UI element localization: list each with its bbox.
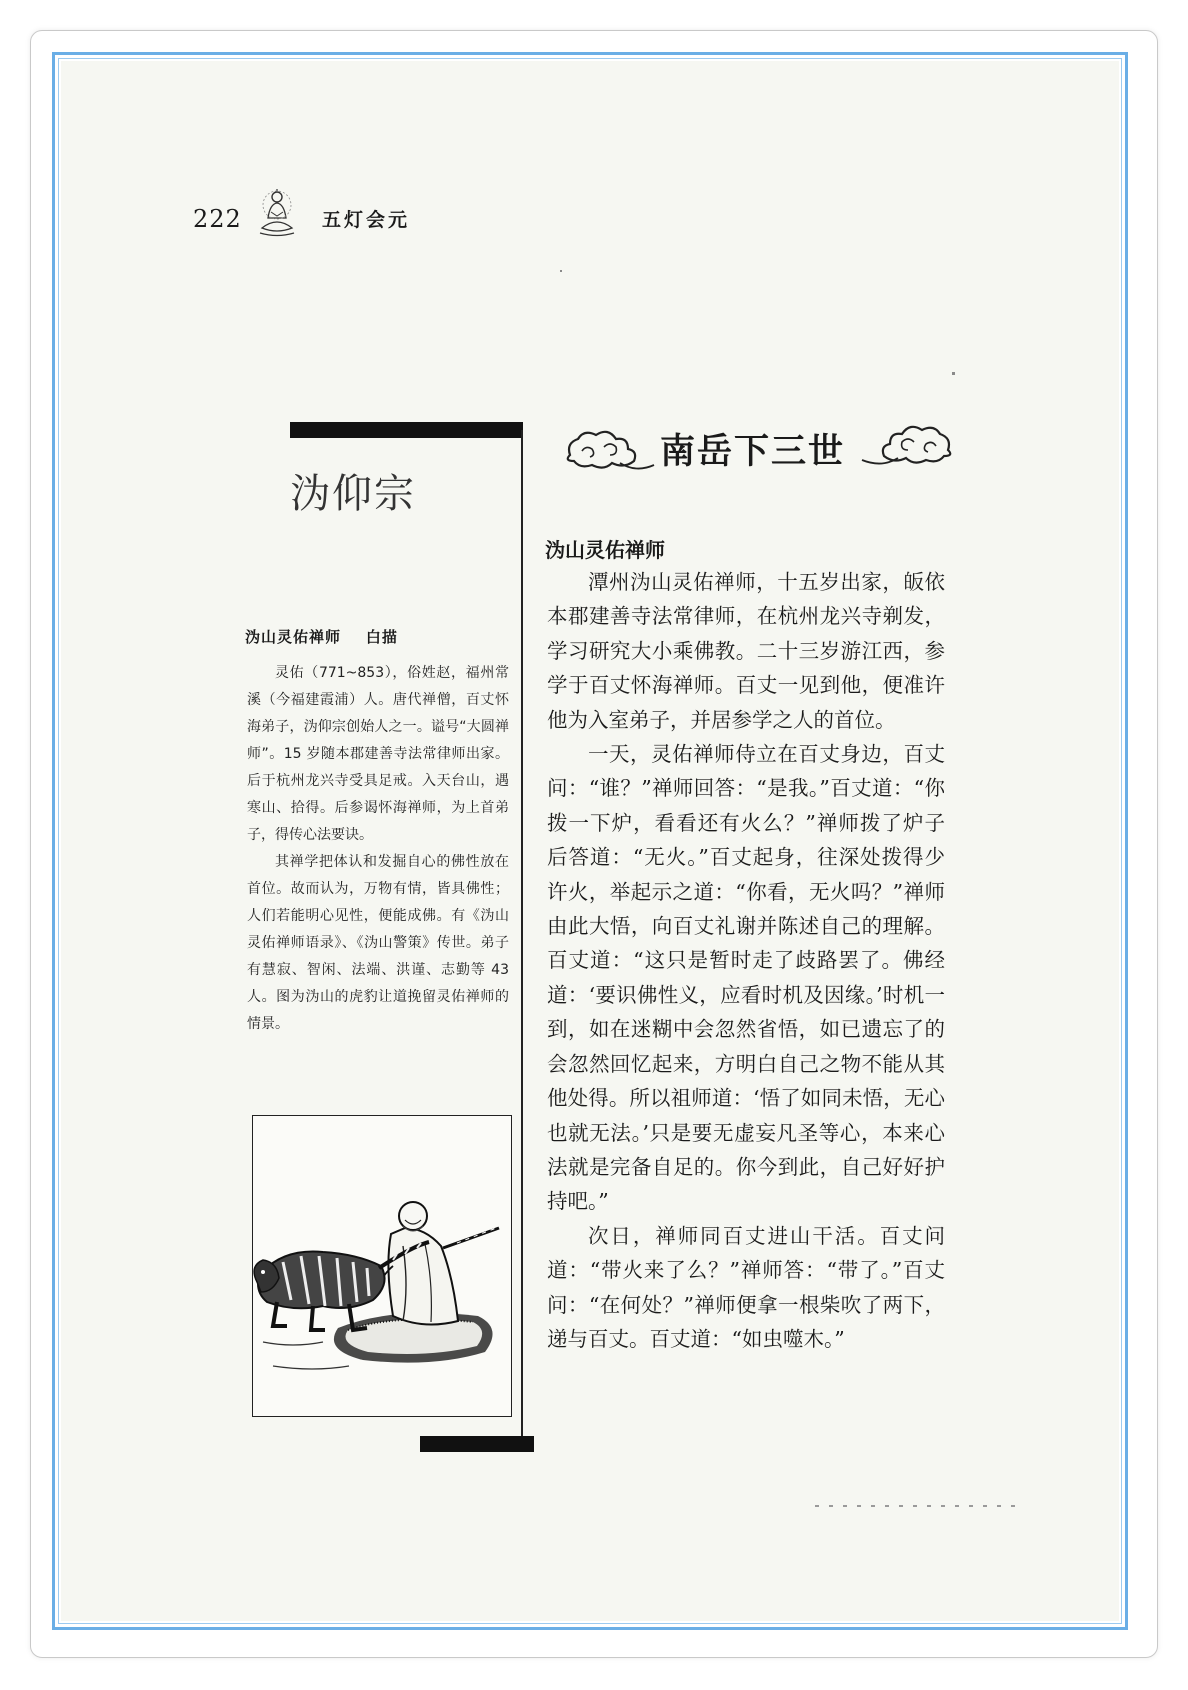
- scan-dotted-line: [815, 1505, 1015, 1507]
- buddha-figure-icon: [254, 188, 300, 238]
- book-title: 五灯会元: [322, 209, 411, 231]
- scan-speck: [952, 372, 955, 375]
- article-paragraph: 次日，禅师同百丈进山干活。百丈问道：“带火来了么？”禅师答：“带了。”百丈问：“在何处？”禅师便拿一根柴吹了两下，递与百丈。百丈道：“如虫噬木。”: [547, 1223, 945, 1351]
- auspicious-cloud-ornament-icon: [560, 425, 656, 477]
- sidebar-top-bar: [290, 422, 523, 438]
- caption-paragraph: 其禅学把体认和发掘自心的佛性放在首位。故而认为，万物有情，皆具佛性；人们若能明心见性，便能成佛。有《沩山灵佑禅师语录》、《沩山警策》传世。弟子有慧寂、智闲、法端、洪谨、志勤等 43 人。图为沩山的虎豹让道挽留灵佑禅师的情景。: [247, 854, 509, 1032]
- article-body: [547, 565, 945, 1356]
- tiger-and-monk-ink-illustration: [252, 1115, 512, 1417]
- illustration-drawing: [253, 1116, 511, 1416]
- caption-body: [247, 660, 509, 1038]
- caption-title: 沩山灵佑禅师 白描: [245, 628, 398, 646]
- scan-speck: [560, 270, 562, 272]
- caption-paragraph: 灵佑（771~853），俗姓赵，福州常溪（今福建霞浦）人。唐代禅僧，百丈怀海弟子，沩仰宗创始人之一。谥号“大圆禅师”。15 岁随本郡建善寺法常律师出家。后于杭州龙兴寺受具足戒。入天台山，遇寒山、拾得。后参谒怀海禅师，为上首弟子，得传心法要诀。: [247, 665, 509, 843]
- section-heading: 南岳下三世: [660, 431, 846, 472]
- article-title: 沩山灵佑禅师: [545, 538, 665, 562]
- sidebar-section-title: 沩仰宗: [290, 471, 416, 517]
- article-paragraph: 潭州沩山灵佑禅师，十五岁出家，皈依本郡建善寺法常律师，在杭州龙兴寺剃发，学习研究大小乘佛教。二十三岁游江西，参学于百丈怀海禅师。百丈一见到他，便准许他为入室弟子，并居参学之人的首位。: [547, 570, 945, 732]
- sidebar-bottom-bar: [420, 1436, 534, 1452]
- article-paragraph: 一天，灵佑禅师侍立在百丈身边，百丈问：“谁？”禅师回答：“是我。”百丈道：“你拨一下炉，看看还有火么？”禅师拨了炉子后答道：“无火。”百丈起身，往深处拨得少许火，举起示之道：“你看，无火吗？”禅师由此大悟，向百丈礼谢并陈述自己的理解。百丈道：“这只是暂时走了歧路罢了。佛经道：‘要识佛性义，应看时机及因缘。’时机一到，如在迷糊中会忽然省悟，如已遗忘了的会忽然回忆起来，方明白自己之物不能从其他处得。所以祖师道：‘悟了如同未悟，无心也就无法。’只是要无虚妄凡圣等心，本来心法就是完备自足的。你今到此，自己好好护持吧。”: [547, 742, 945, 1214]
- auspicious-cloud-ornament-icon: [858, 420, 958, 472]
- page-number: 222: [193, 205, 242, 233]
- sidebar-rule: [521, 430, 523, 1450]
